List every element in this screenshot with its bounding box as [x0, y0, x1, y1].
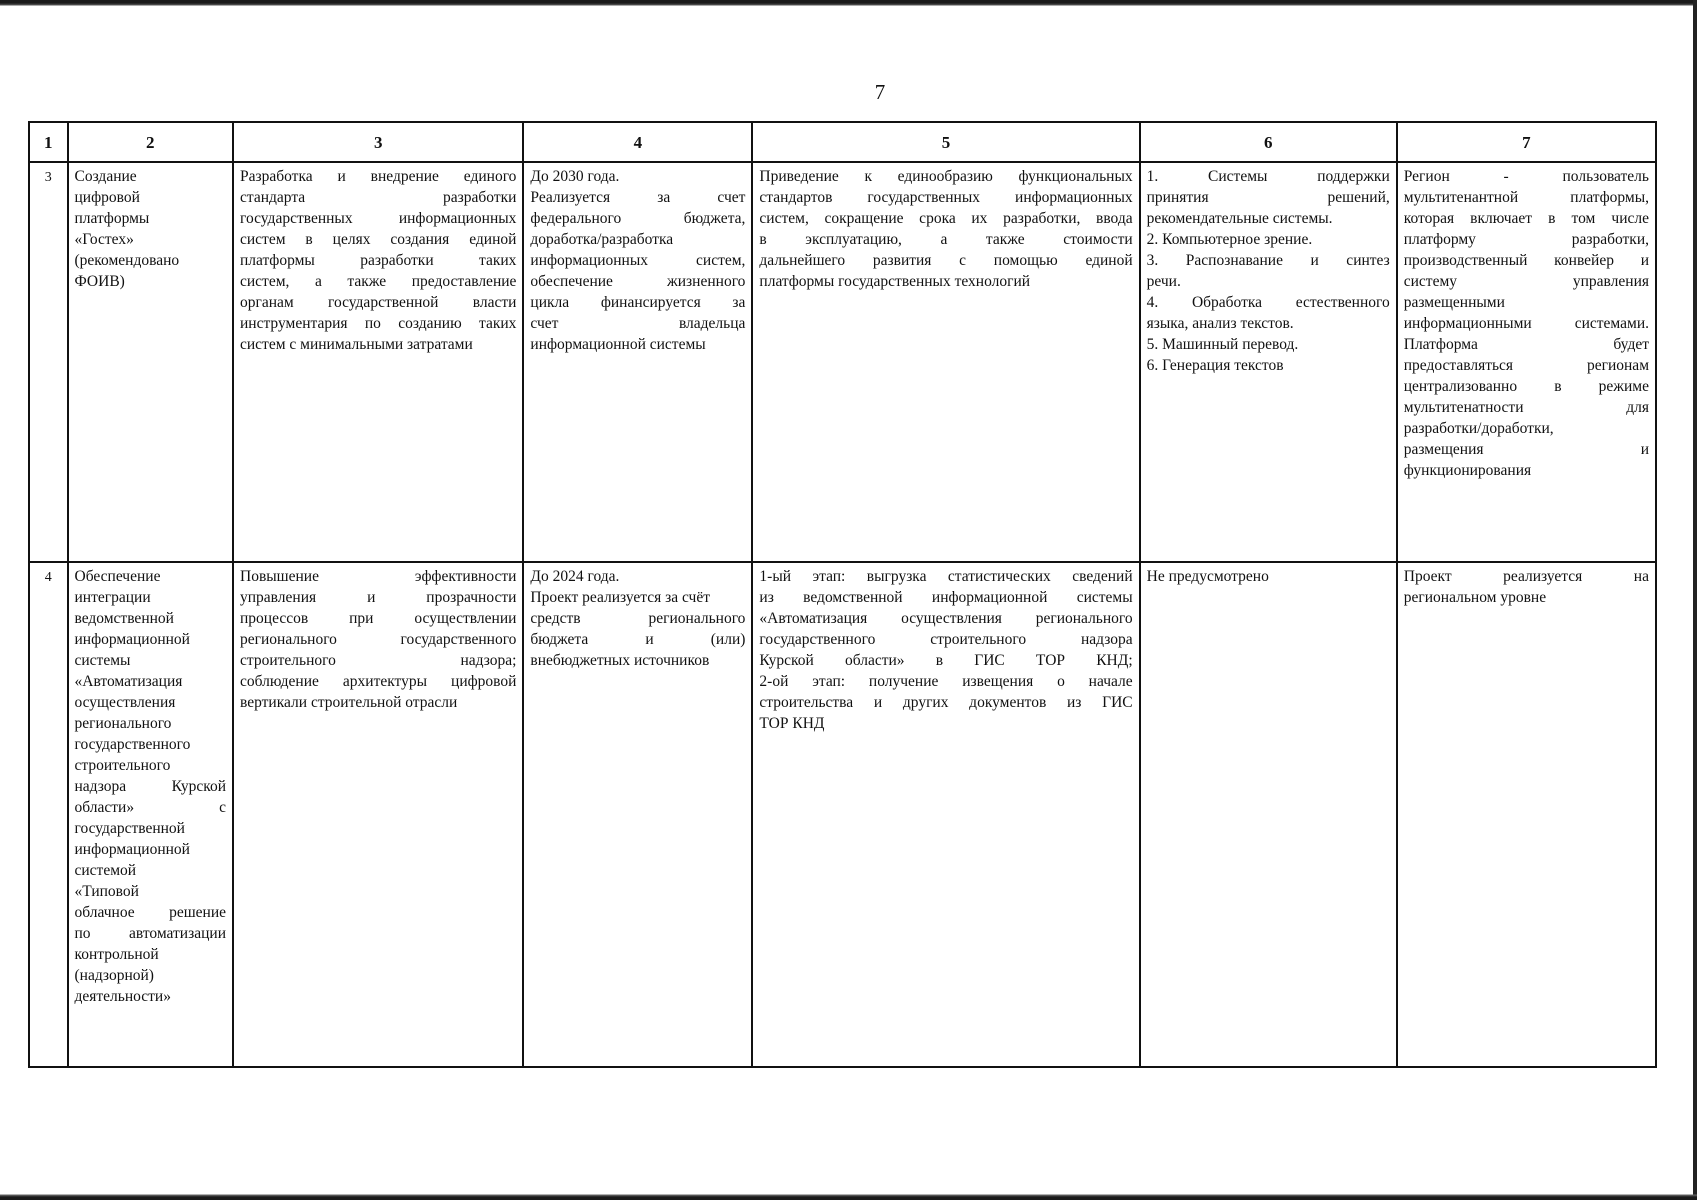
text-line: в эксплуатацию, а также стоимости [759, 231, 1133, 248]
text-line: речи. [1146, 273, 1181, 290]
text-line: систем, сокращение срока их разработки, ввода [759, 210, 1133, 227]
text-line: Реализуется за счет [530, 189, 746, 206]
text-line: (надзорной) [74, 967, 154, 984]
region-participation-text [1404, 566, 1649, 608]
text-line: принятия решений, [1146, 189, 1390, 206]
text-line: деятельности» [74, 988, 171, 1005]
header-cell-6: 6 [1140, 122, 1397, 162]
project-name-text [75, 566, 227, 1007]
text-line: строительства и других документов из ГИС [759, 694, 1133, 711]
text-line: стандартов государственных информационных [759, 189, 1133, 206]
deadline-funding-cell [523, 162, 752, 562]
header-cell-4: 4 [523, 122, 752, 162]
text-line: «Автоматизация осуществления регионального [759, 610, 1133, 627]
text-line: информационной [74, 631, 190, 648]
text-line: платформу разработки, [1403, 231, 1649, 248]
text-line: инструментария по созданию таких [240, 315, 517, 332]
text-line: регионального государственного [240, 631, 517, 648]
header-cell-1: 1 [29, 122, 68, 162]
header-cell-2: 2 [68, 122, 234, 162]
text-line: строительного надзора; [240, 652, 517, 669]
text-line: цифровой [74, 189, 140, 206]
text-line: информационной системы [530, 336, 706, 353]
text-line: систем в целях создания единой [240, 231, 517, 248]
ai-technologies-cell [1140, 562, 1397, 1067]
text-line: 1-ый этап: выгрузка статистических сведений [759, 568, 1133, 585]
expected-effect-cell [752, 162, 1139, 562]
document-table [28, 121, 1657, 1068]
text-line: которая включает в том числе [1403, 210, 1649, 227]
text-line: «Автоматизация [74, 673, 183, 690]
text-line: государственной [74, 820, 185, 837]
text-line: средств регионального [530, 610, 746, 627]
text-line: информационной [74, 841, 190, 858]
expected-effect-text [759, 566, 1132, 734]
table-row [29, 162, 1656, 562]
text-line: 6. Генерация текстов [1146, 357, 1284, 374]
text-line: строительного [74, 757, 171, 774]
project-name-cell [68, 562, 234, 1067]
text-line: системы [74, 652, 131, 669]
text-line: дальнейшего развития с помощью единой [759, 252, 1133, 269]
deadline-funding-cell [523, 562, 752, 1067]
text-line: системой [74, 862, 137, 879]
text-line: процессов при осуществлении [240, 610, 517, 627]
text-line: систему управления [1403, 273, 1649, 290]
header-cell-3: 3 [233, 122, 523, 162]
table-header-row [29, 122, 1656, 162]
text-line: регионального [74, 715, 172, 732]
text-line: ФОИВ) [74, 273, 125, 290]
ai-technologies-text [1147, 166, 1390, 376]
text-line: централизованно в режиме [1403, 378, 1649, 395]
text-line: ТОР КНД [759, 715, 825, 732]
text-line: «Типовой [74, 883, 139, 900]
region-participation-cell [1397, 162, 1656, 562]
text-line: «Гостех» [74, 231, 134, 248]
text-line: Проект реализуется за счёт [530, 589, 710, 606]
text-line: государственного строительного надзора [759, 631, 1133, 648]
text-line: систем, а также предоставление [240, 273, 517, 290]
row-number-cell: 3 [29, 162, 68, 562]
text-line: Регион - пользователь [1403, 168, 1649, 185]
project-goal-text [240, 566, 516, 713]
text-line: цикла финансируется за [530, 294, 746, 311]
text-line: обеспечение жизненного [530, 273, 746, 290]
text-line: информационными системами. [1403, 315, 1649, 332]
text-line: контрольной [74, 946, 159, 963]
region-participation-cell [1397, 562, 1656, 1067]
text-line: рекомендательные системы. [1146, 210, 1333, 227]
text-line: облачное решение [74, 904, 226, 921]
text-line: 3. Распознавание и синтез [1146, 252, 1390, 269]
text-line: Повышение эффективности [240, 568, 517, 585]
text-line: счет владельца [530, 315, 746, 332]
text-line: стандарта разработки [240, 189, 517, 206]
text-line: доработка/разработка [530, 231, 674, 248]
text-line: Приведение к единообразию функциональных [759, 168, 1133, 185]
text-line: размещенными [1403, 294, 1505, 311]
text-line: платформы государственных технологий [759, 273, 1031, 290]
text-line: функционирования [1403, 462, 1532, 479]
text-line: управления и прозрачности [240, 589, 517, 606]
text-line: 5. Машинный перевод. [1146, 336, 1299, 353]
project-goal-text [240, 166, 516, 355]
text-line: области» с [74, 799, 226, 816]
text-line: Разработка и внедрение единого [240, 168, 517, 185]
ai-technologies-cell [1140, 162, 1397, 562]
text-line: Не предусмотрено [1146, 568, 1269, 585]
text-line: платформы [74, 210, 150, 227]
text-line: информационных систем, [530, 252, 746, 269]
text-line: Обеспечение [74, 568, 161, 585]
text-line: разработки/доработки, [1403, 420, 1554, 437]
text-line: внебюджетных источников [530, 652, 710, 669]
table-row [29, 562, 1656, 1067]
scan-edge-right [1693, 0, 1697, 1200]
text-line: 1. Системы поддержки [1146, 168, 1390, 185]
deadline-funding-text [530, 566, 745, 671]
text-line: До 2030 года. [530, 168, 620, 185]
text-line: 2-ой этап: получение извещения о начале [759, 673, 1133, 690]
header-cell-5: 5 [752, 122, 1139, 162]
text-line: систем с минимальными затратами [240, 336, 473, 353]
header-cell-7: 7 [1397, 122, 1656, 162]
text-line: производственный конвейер и [1403, 252, 1649, 269]
text-line: Курской области» в ГИС ТОР КНД; [759, 652, 1133, 669]
text-line: платформы разработки таких [240, 252, 517, 269]
expected-effect-cell [752, 562, 1139, 1067]
text-line: языка, анализ текстов. [1146, 315, 1294, 332]
project-goal-cell [233, 562, 523, 1067]
expected-effect-text [759, 166, 1132, 292]
text-line: осуществления [74, 694, 176, 711]
row-number-cell: 4 [29, 562, 68, 1067]
text-line: региональном уровне [1403, 589, 1547, 606]
page-number: 7 [874, 80, 886, 104]
text-line: по автоматизации [74, 925, 226, 942]
project-name-text [75, 166, 227, 292]
project-goal-cell [233, 162, 523, 562]
text-line: До 2024 года. [530, 568, 620, 585]
text-line: федерального бюджета, [530, 210, 746, 227]
text-line: надзора Курской [74, 778, 226, 795]
text-line: соблюдение архитектуры цифровой [240, 673, 517, 690]
scan-edge-top [0, 0, 1697, 6]
text-line: интеграции [74, 589, 151, 606]
text-line: государственных информационных [240, 210, 517, 227]
scan-edge-bottom [0, 1194, 1697, 1200]
text-line: 2. Компьютерное зрение. [1146, 231, 1313, 248]
region-participation-text [1404, 166, 1649, 481]
text-line: Проект реализуется на [1403, 568, 1649, 585]
text-line: (рекомендовано [74, 252, 180, 269]
text-line: 4. Обработка естественного [1146, 294, 1390, 311]
text-line: органам государственной власти [240, 294, 517, 311]
text-line: бюджета и (или) [530, 631, 746, 648]
text-line: вертикали строительной отрасли [240, 694, 458, 711]
text-line: мультитенатности для [1403, 399, 1649, 416]
text-line: Создание [74, 168, 137, 185]
deadline-funding-text [530, 166, 745, 355]
text-line: размещения и [1403, 441, 1649, 458]
text-line: ведомственной [74, 610, 174, 627]
project-name-cell [68, 162, 234, 562]
text-line: мультитенантной платформы, [1403, 189, 1649, 206]
text-line: из ведомственной информационной системы [759, 589, 1133, 606]
text-line: государственного [74, 736, 191, 753]
text-line: Платформа будет [1403, 336, 1649, 353]
text-line: предоставляться регионам [1403, 357, 1649, 374]
ai-technologies-text [1147, 566, 1390, 587]
